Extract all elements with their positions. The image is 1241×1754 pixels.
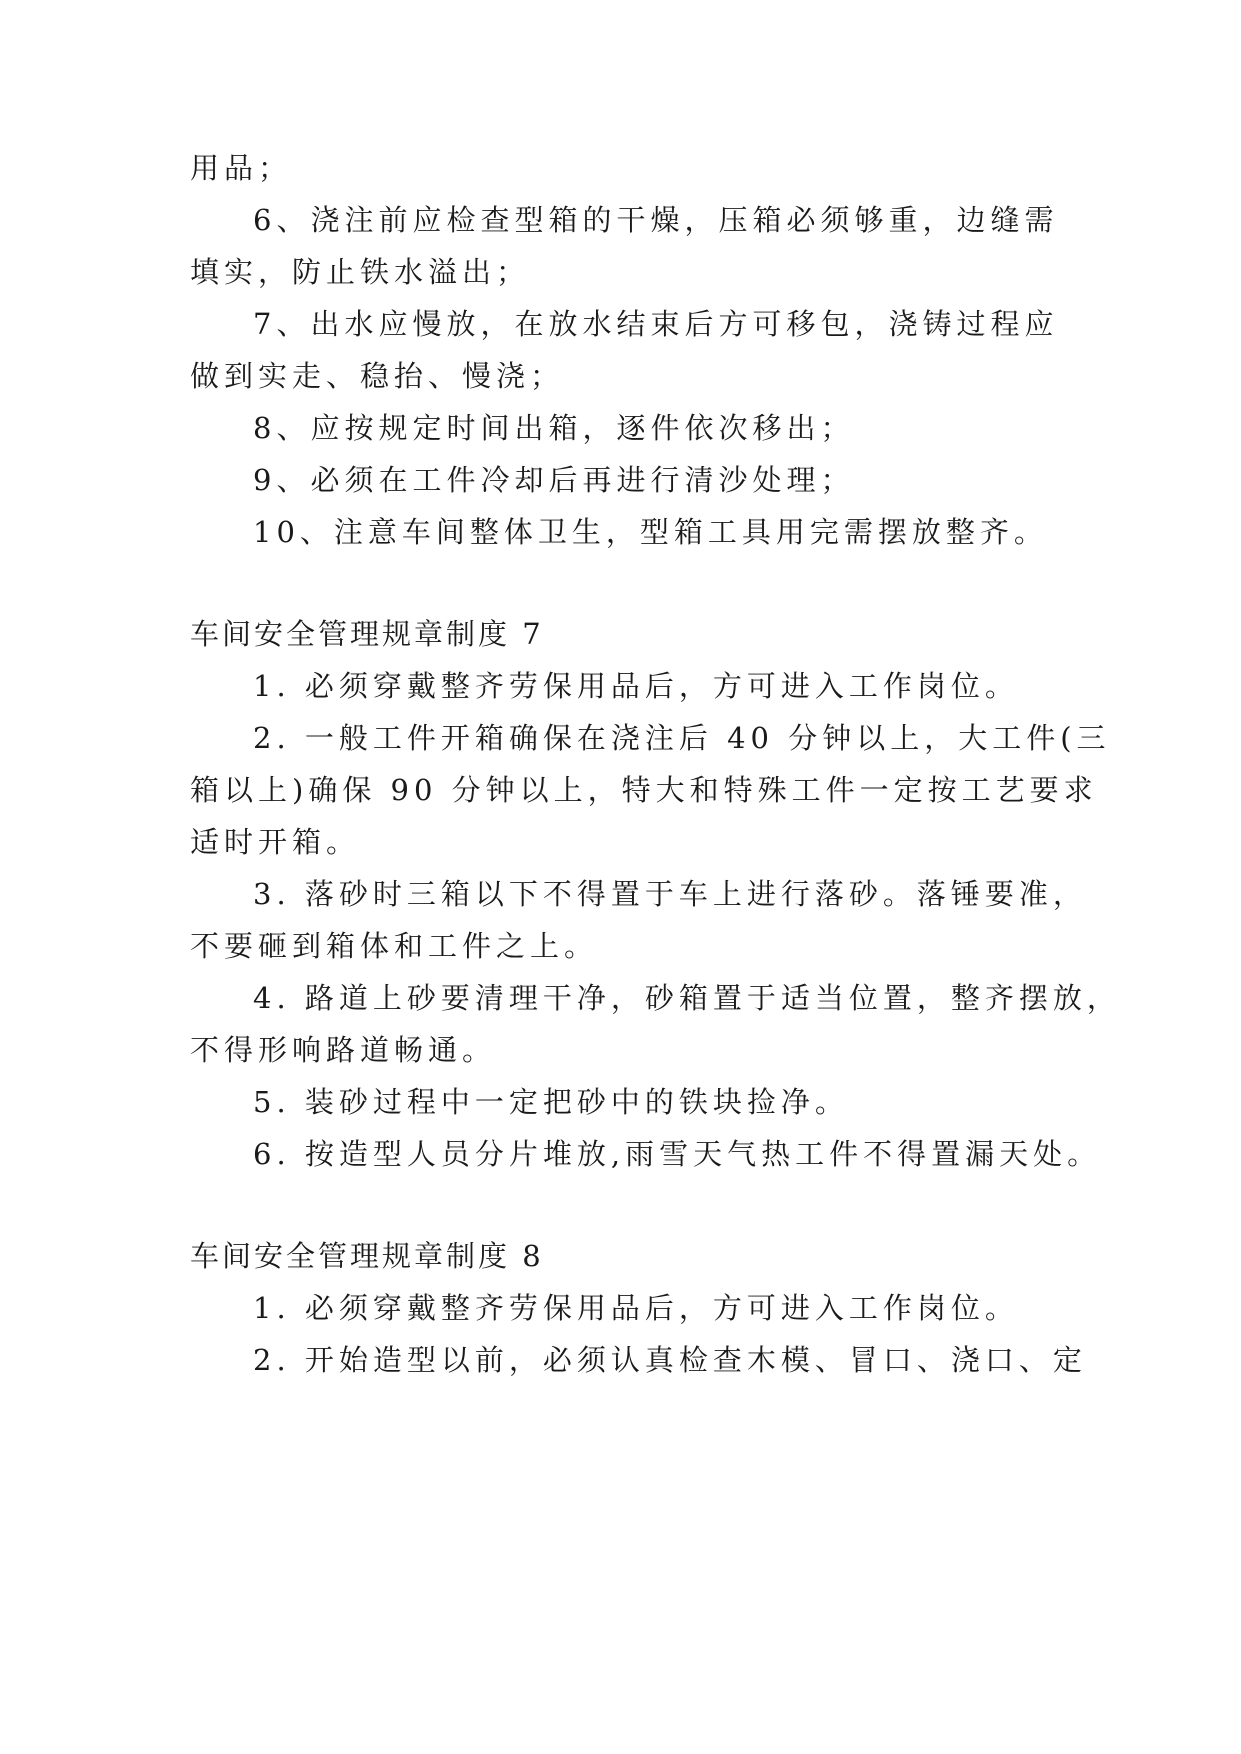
section-8-title: 车间安全管理规章制度 8 — [190, 1239, 544, 1273]
section-8-item-2-line-1: 2. 开始造型以前，必须认真检查木模、冒口、浇口、定 — [253, 1343, 1087, 1377]
section-7-item-3-line-1: 3. 落砂时三箱以下不得置于车上进行落砂。落锤要准， — [253, 877, 1087, 911]
list-item-6-line-2: 填实，防止铁水溢出； — [190, 255, 531, 289]
section-7-title: 车间安全管理规章制度 7 — [190, 617, 544, 651]
section-7-item-3-line-2: 不要砸到箱体和工件之上。 — [190, 929, 599, 963]
section-7-item-2-line-3: 适时开箱。 — [190, 825, 361, 859]
list-item-9: 9、必须在工件冷却后再进行清沙处理； — [253, 463, 855, 497]
section-7-item-4-line-1: 4. 路道上砂要清理干净，砂箱置于适当位置，整齐摆放， — [253, 981, 1121, 1015]
section-7-item-4-line-2: 不得形响路道畅通。 — [190, 1033, 497, 1067]
list-item-8: 8、应按规定时间出箱，逐件依次移出； — [253, 411, 855, 445]
list-item-6-line-1: 6、浇注前应检查型箱的干燥，压箱必须够重，边缝需 — [253, 203, 1059, 237]
section-7-item-6: 6. 按造型人员分片堆放,雨雪天气热工件不得置漏天处。 — [253, 1137, 1102, 1171]
continuation-line: 用品； — [190, 151, 293, 185]
list-item-10: 10、注意车间整体卫生，型箱工具用完需摆放整齐。 — [253, 515, 1048, 549]
section-7-item-2-line-2: 箱以上)确保 90 分钟以上，特大和特殊工件一定按工艺要求 — [190, 773, 1098, 807]
section-7-item-2-line-1: 2. 一般工件开箱确保在浇注后 40 分钟以上，大工件(三 — [253, 721, 1111, 755]
list-item-7-line-2: 做到实走、稳抬、慢浇； — [190, 359, 565, 393]
list-item-7-line-1: 7、出水应慢放，在放水结束后方可移包，浇铸过程应 — [253, 307, 1059, 341]
section-7-item-1: 1. 必须穿戴整齐劳保用品后，方可进入工作岗位。 — [253, 669, 1019, 703]
section-7-item-5: 5. 装砂过程中一定把砂中的铁块捡净。 — [253, 1085, 849, 1119]
section-8-item-1: 1. 必须穿戴整齐劳保用品后，方可进入工作岗位。 — [253, 1291, 1019, 1325]
